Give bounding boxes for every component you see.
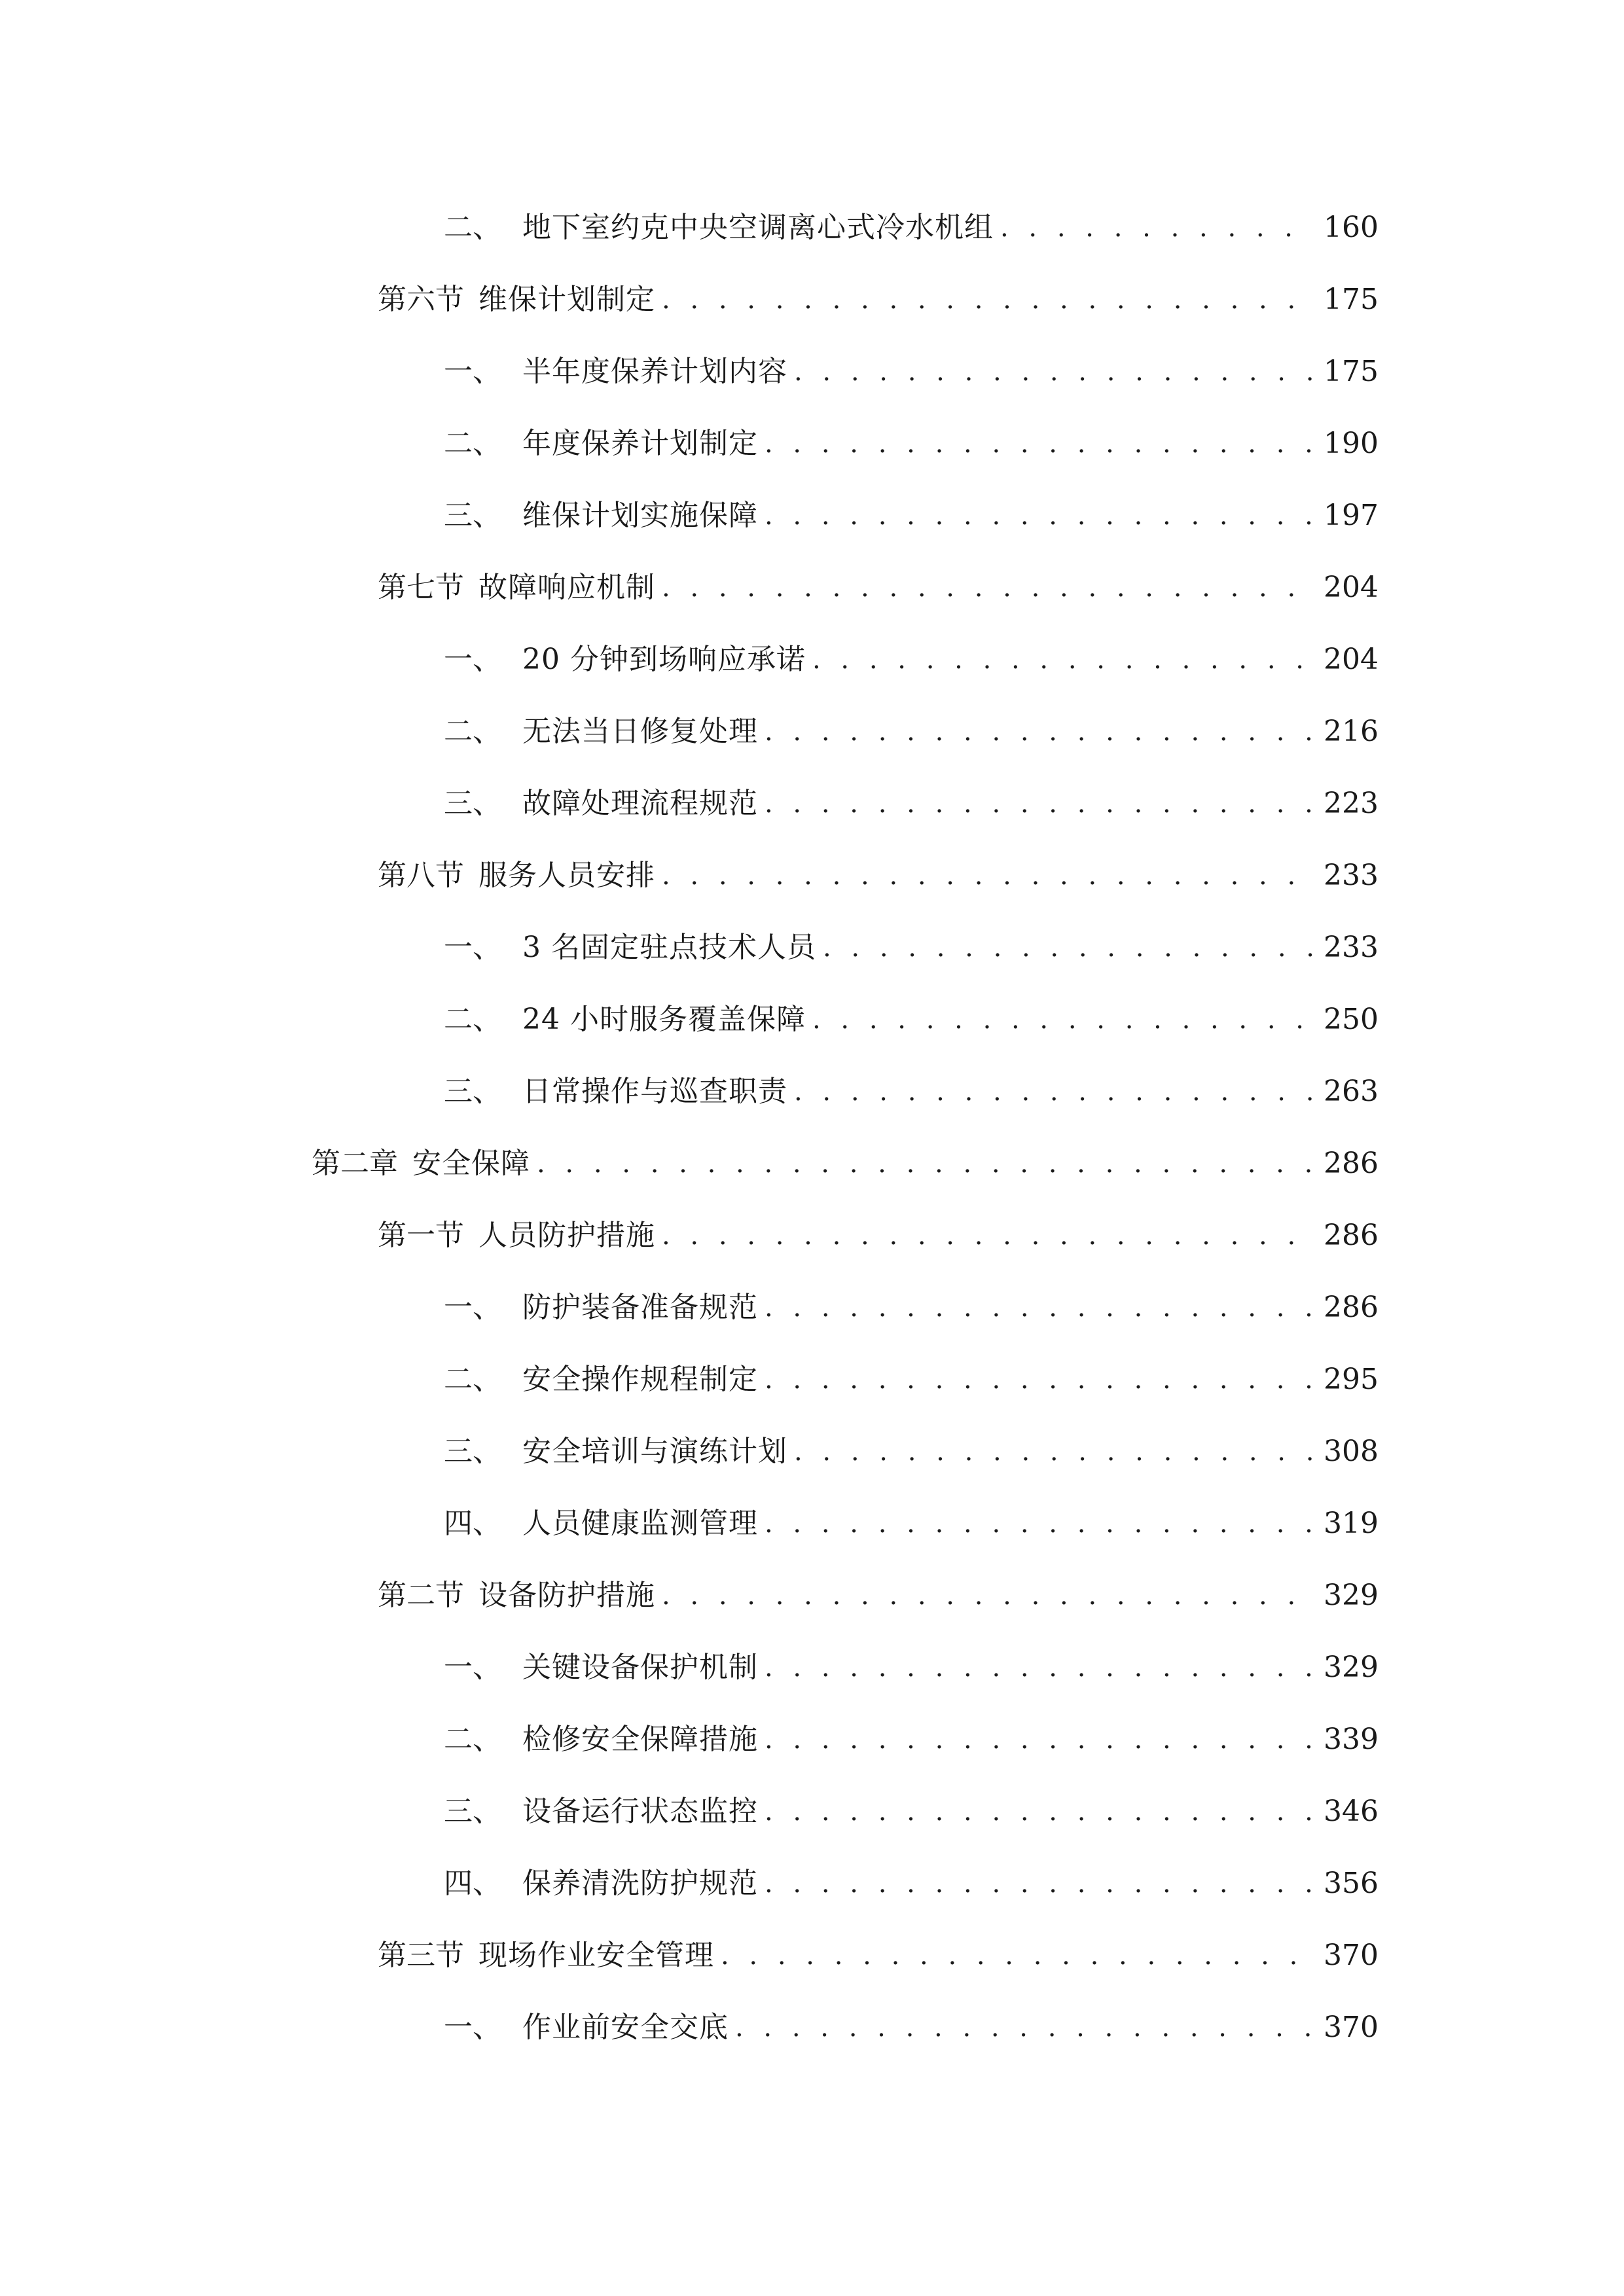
toc-entry[interactable] — [0, 1848, 1624, 1920]
dot-leader — [765, 503, 1313, 529]
toc-entry[interactable] — [0, 624, 1624, 696]
toc-entry-title: 地下室约克中央空调离心式冷水机组 — [522, 211, 994, 244]
dot-leader — [765, 1295, 1313, 1321]
toc-entry-title: 20 分钟到场响应承诺 — [522, 643, 806, 676]
toc-entry-page: 263 — [1324, 1075, 1379, 1108]
toc-entry[interactable] — [0, 1056, 1624, 1128]
toc-entry[interactable] — [0, 552, 1624, 624]
toc-entry-page: 204 — [1324, 643, 1379, 676]
toc-entry-marker: 第八节 — [378, 859, 464, 892]
toc-entry-page: 216 — [1324, 715, 1379, 748]
toc-entry-marker: 三、 — [444, 787, 501, 820]
toc-entry-page: 295 — [1324, 1363, 1379, 1396]
toc-entry-page: 160 — [1324, 211, 1379, 244]
toc-entry-title: 年度保养计划制定 — [522, 427, 758, 460]
dot-leader — [765, 719, 1313, 745]
toc-entry-page: 286 — [1324, 1219, 1379, 1252]
toc-entry-title: 维保计划制定 — [478, 283, 655, 316]
dot-leader — [735, 2015, 1313, 2041]
toc-entry-title: 人员防护措施 — [478, 1219, 655, 1252]
toc-entry-marker: 二、 — [444, 427, 501, 460]
toc-entry-page: 175 — [1324, 355, 1379, 388]
dot-leader — [794, 1439, 1313, 1465]
dot-leader — [765, 1367, 1313, 1393]
dot-leader — [765, 1799, 1313, 1825]
toc-entry-title: 检修安全保障措施 — [522, 1723, 758, 1756]
toc-entry[interactable] — [0, 264, 1624, 336]
toc-entry-title: 日常操作与巡查职责 — [522, 1075, 787, 1108]
toc-entry-marker: 二、 — [444, 1723, 501, 1756]
toc-entry-marker: 三、 — [444, 499, 501, 532]
toc-entry-title: 无法当日修复处理 — [522, 715, 758, 748]
toc-entry-marker: 二、 — [444, 715, 501, 748]
dot-leader — [662, 1223, 1313, 1249]
toc-entry[interactable] — [0, 408, 1624, 480]
dot-leader — [765, 1727, 1313, 1753]
toc-entry-page: 233 — [1324, 859, 1379, 892]
dot-leader — [765, 1871, 1313, 1897]
toc-entry-title: 服务人员安排 — [478, 859, 655, 892]
toc-entry-title: 设备运行状态监控 — [522, 1795, 758, 1828]
dot-leader — [721, 1943, 1313, 1969]
toc-entry[interactable] — [0, 696, 1624, 768]
dot-leader — [765, 1655, 1313, 1681]
toc-entry[interactable] — [0, 1920, 1624, 1992]
toc-entry-page: 197 — [1324, 499, 1379, 532]
toc-entry[interactable] — [0, 768, 1624, 840]
toc-entry-page: 190 — [1324, 427, 1379, 460]
toc-entry[interactable] — [0, 1344, 1624, 1416]
toc-entry-page: 370 — [1324, 1939, 1379, 1972]
toc-entry-marker: 第七节 — [378, 571, 464, 604]
toc-entry-marker: 第一节 — [378, 1219, 464, 1252]
dot-leader — [765, 431, 1313, 457]
toc-entry[interactable] — [0, 840, 1624, 912]
toc-entry-title: 故障处理流程规范 — [522, 787, 758, 820]
toc-entry-marker: 一、 — [444, 355, 501, 388]
toc-entry-title: 安全操作规程制定 — [522, 1363, 758, 1396]
toc-entry-title: 保养清洗防护规范 — [522, 1867, 758, 1900]
toc-entry-marker: 二、 — [444, 1363, 501, 1396]
table-of-contents — [0, 192, 1624, 2064]
toc-entry[interactable] — [0, 336, 1624, 408]
toc-entry[interactable] — [0, 192, 1624, 264]
toc-entry-title: 故障响应机制 — [478, 571, 655, 604]
dot-leader — [662, 287, 1313, 313]
toc-entry[interactable] — [0, 912, 1624, 984]
toc-entry-page: 346 — [1324, 1795, 1379, 1828]
dot-leader — [794, 1079, 1313, 1105]
dot-leader — [662, 1583, 1313, 1609]
dot-leader — [794, 359, 1313, 385]
dot-leader — [765, 791, 1313, 817]
toc-entry-page: 223 — [1324, 787, 1379, 820]
toc-entry-page: 286 — [1324, 1147, 1379, 1180]
toc-entry-title: 防护装备准备规范 — [522, 1291, 758, 1324]
toc-entry[interactable] — [0, 1272, 1624, 1344]
toc-entry[interactable] — [0, 984, 1624, 1056]
toc-entry-title: 人员健康监测管理 — [522, 1507, 758, 1540]
toc-entry-title: 24 小时服务覆盖保障 — [522, 1003, 806, 1036]
toc-entry-title: 安全保障 — [412, 1147, 530, 1180]
dot-leader — [812, 647, 1313, 673]
toc-entry-marker: 第二节 — [378, 1579, 464, 1612]
toc-entry-page: 308 — [1324, 1435, 1379, 1468]
toc-entry-marker: 三、 — [444, 1435, 501, 1468]
toc-entry-marker: 三、 — [444, 1795, 501, 1828]
toc-entry-page: 233 — [1324, 931, 1379, 964]
toc-entry-marker: 三、 — [444, 1075, 501, 1108]
dot-leader — [662, 575, 1313, 601]
toc-entry[interactable] — [0, 1488, 1624, 1560]
dot-leader — [1000, 215, 1313, 241]
toc-entry-page: 329 — [1324, 1651, 1379, 1684]
toc-entry-marker: 四、 — [444, 1507, 501, 1540]
toc-entry-title: 半年度保养计划内容 — [522, 355, 787, 388]
toc-entry[interactable] — [0, 480, 1624, 552]
toc-entry-marker: 四、 — [444, 1867, 501, 1900]
toc-entry[interactable] — [0, 1992, 1624, 2064]
toc-entry-page: 356 — [1324, 1867, 1379, 1900]
toc-entry-title: 3 名固定驻点技术人员 — [522, 931, 816, 964]
toc-entry-marker: 第三节 — [378, 1939, 464, 1972]
toc-entry[interactable] — [0, 1200, 1624, 1272]
toc-entry-page: 204 — [1324, 571, 1379, 604]
dot-leader — [812, 1007, 1313, 1033]
toc-entry-page: 250 — [1324, 1003, 1379, 1036]
dot-leader — [537, 1151, 1313, 1177]
toc-entry[interactable] — [0, 1704, 1624, 1776]
dot-leader — [662, 863, 1313, 889]
toc-entry-title: 安全培训与演练计划 — [522, 1435, 787, 1468]
toc-entry-title: 作业前安全交底 — [522, 2011, 729, 2044]
toc-entry-title: 关键设备保护机制 — [522, 1651, 758, 1684]
toc-entry-marker: 第六节 — [378, 283, 464, 316]
toc-entry[interactable] — [0, 1560, 1624, 1632]
toc-entry-marker: 一、 — [444, 2011, 501, 2044]
dot-leader — [823, 935, 1313, 961]
toc-entry-page: 339 — [1324, 1723, 1379, 1756]
toc-entry-title: 现场作业安全管理 — [478, 1939, 714, 1972]
toc-entry-marker: 一、 — [444, 643, 501, 676]
toc-entry-marker: 一、 — [444, 1651, 501, 1684]
toc-entry-page: 319 — [1324, 1507, 1379, 1540]
toc-entry-marker: 一、 — [444, 1291, 501, 1324]
dot-leader — [765, 1511, 1313, 1537]
toc-entry-marker: 一、 — [444, 931, 501, 964]
toc-entry-title: 维保计划实施保障 — [522, 499, 758, 532]
toc-entry-page: 286 — [1324, 1291, 1379, 1324]
toc-entry[interactable] — [0, 1128, 1624, 1200]
toc-entry-page: 370 — [1324, 2011, 1379, 2044]
toc-entry-marker: 二、 — [444, 1003, 501, 1036]
toc-entry-page: 329 — [1324, 1579, 1379, 1612]
toc-entry[interactable] — [0, 1416, 1624, 1488]
toc-entry[interactable] — [0, 1776, 1624, 1848]
toc-entry-title: 设备防护措施 — [478, 1579, 655, 1612]
toc-entry-page: 175 — [1324, 283, 1379, 316]
toc-entry-marker: 二、 — [444, 211, 501, 244]
toc-entry-marker: 第二章 — [312, 1147, 398, 1180]
toc-entry[interactable] — [0, 1632, 1624, 1704]
